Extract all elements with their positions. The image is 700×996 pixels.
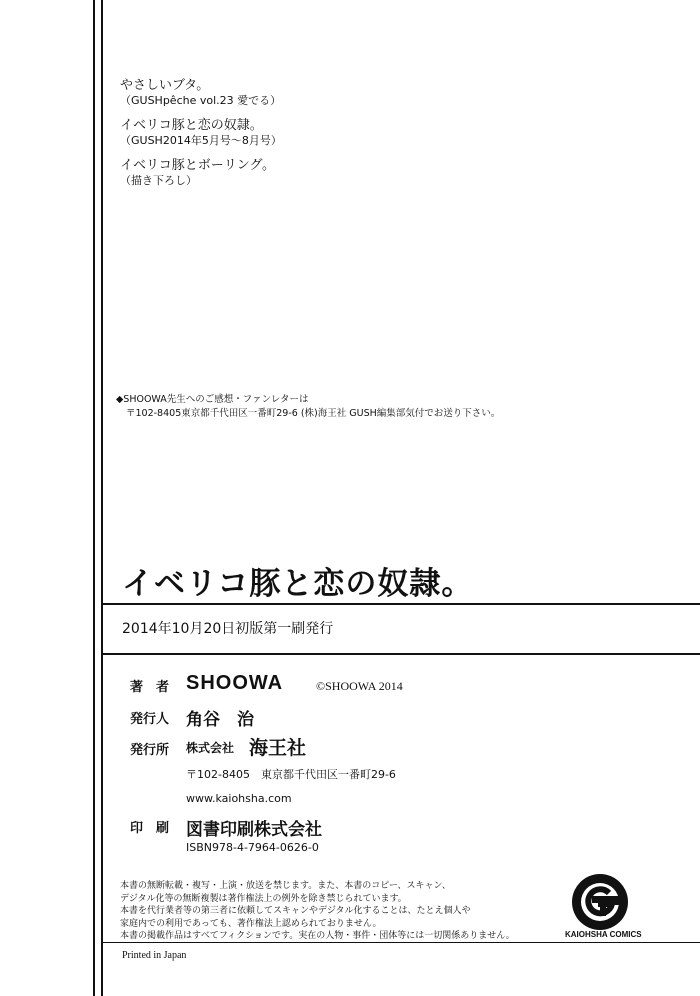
legal-line: 本書の掲載作品はすべてフィクションです。実在の人物・事件・団体等には一切関係ありません。 <box>120 931 515 941</box>
logo-caption: KAIOHSHA COMICS <box>565 930 642 939</box>
contents-title: イベリコ豚とボーリング。 <box>120 158 275 173</box>
contents-title: イベリコ豚と恋の奴隷。 <box>120 118 263 133</box>
contents-item <box>120 158 282 188</box>
legal-line: 本書の無断転載・複写・上演・放送を禁じます。また、本書のコピー、スキャン、 <box>120 881 451 891</box>
fan-letter-notice <box>116 393 500 421</box>
publisher-address: 〒102-8405 東京都千代田区一番町29-6 <box>186 768 396 781</box>
printer-name: 図書印刷株式会社 <box>186 820 322 840</box>
contents-list <box>120 78 282 198</box>
isbn: ISBN978-4-7964-0626-0 <box>186 841 319 854</box>
publisher-person-label: 発行人 <box>130 712 170 727</box>
publisher-person: 角谷 治 <box>186 710 254 730</box>
legal-line: デジタル化等の無断複製は著作権法上の例外を除き禁じられています。 <box>120 893 407 904</box>
gush-comics-logo <box>570 872 630 932</box>
printer-label: 印 刷 <box>130 821 170 836</box>
author-name: SHOOWA <box>186 672 284 694</box>
edition-rule <box>101 653 700 655</box>
gush-logo-icon <box>570 872 630 932</box>
printed-in-japan: Printed in Japan <box>122 950 187 961</box>
legal-notice <box>120 880 515 943</box>
publisher-website: www.kaiohsha.com <box>186 792 292 805</box>
left-border-outer <box>93 0 95 996</box>
copyright-notice: ©SHOOWA 2014 <box>316 679 403 693</box>
left-border-inner <box>101 0 103 996</box>
publisher-name: 海王社 <box>249 737 307 759</box>
book-title: イベリコ豚と恋の奴隷。 <box>122 566 474 602</box>
fan-letter-address: 〒102-8405東京都千代田区一番町29-6 (株)海王社 GUSH編集部気付でお送り下さい。 <box>126 408 501 419</box>
legal-line: 家庭内での利用であっても、著作権法上認められておりません。 <box>120 918 382 929</box>
publisher-prefix: 株式会社 <box>186 741 235 755</box>
fan-letter-line: ◆SHOOWA先生へのご感想・ファンレターは <box>116 394 309 405</box>
contents-source: （GUSH2014年5月号〜8月号） <box>120 134 282 147</box>
contents-source: （GUSHpêche vol.23 愛でる） <box>120 94 282 107</box>
title-rule <box>101 603 700 605</box>
publisher-label: 発行所 <box>130 743 170 758</box>
contents-title: やさしいブタ。 <box>120 78 210 93</box>
legal-line: 本書を代行業者等の第三者に依頼してスキャンやデジタル化することは、たとえ個人や <box>120 906 471 916</box>
edition-date: 2014年10月20日初版第一刷発行 <box>122 621 334 637</box>
contents-source: （描き下ろし） <box>120 174 197 187</box>
contents-item <box>120 118 282 148</box>
bottom-rule <box>101 942 700 943</box>
author-label: 著 者 <box>130 680 170 695</box>
contents-item <box>120 78 282 108</box>
